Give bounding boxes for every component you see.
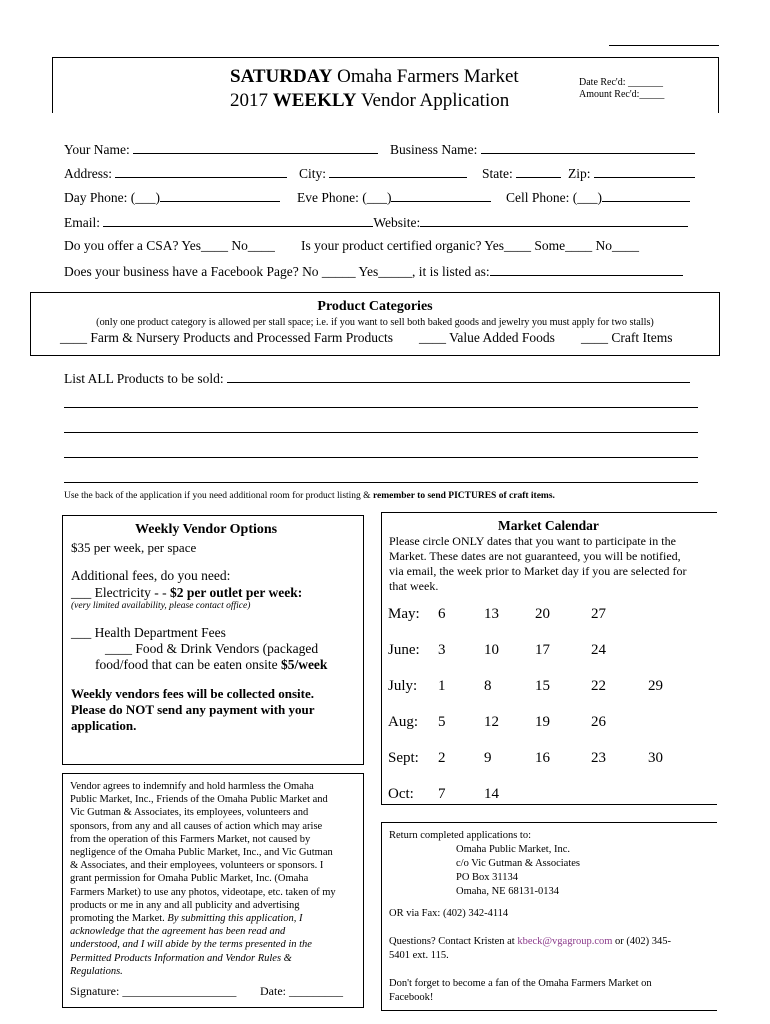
market-date[interactable]: 23 [591,750,606,766]
csa-question: Do you offer a CSA? Yes____ No____ [64,238,275,253]
month-label: Sept: [388,750,419,766]
market-date[interactable]: 22 [591,678,606,694]
zip-row: Zip: [568,165,695,182]
collect-notice: Weekly vendors fees will be collected onsite. [71,686,314,701]
facebook-field[interactable] [490,263,683,276]
health-fees-option[interactable]: ___ Health Department Fees [71,625,226,640]
questions-line: 5401 ext. 115. [389,950,449,961]
market-date[interactable]: 14 [484,786,499,802]
electricity-option[interactable]: ___ Electricity - - $2 per outlet per week: [71,585,303,600]
state-field[interactable] [516,165,561,178]
market-date[interactable]: 17 [535,642,550,658]
calendar-title: Market Calendar [498,518,599,533]
month-label: May: [388,606,420,622]
product-categories-box [30,292,720,356]
calendar-intro: Please circle ONLY dates that you want to participate in the Market. These dates are not guaranteed, you will be notified, via email, the week prior to Market day if you are selected for that week. [389,534,687,593]
food-vendor-option[interactable]: ____ Food & Drink Vendors (packaged [105,641,319,656]
categories-note: (only one product category is allowed per stall space; i.e. if you want to sell both baked goods and jewelry you must apply for two stalls) [96,317,654,328]
additional-fees-label: Additional fees, do you need: [71,568,231,583]
market-date[interactable]: 27 [591,606,606,622]
indemnity-text: Vendor agrees to indemnify and hold harmless the Omaha Public Market, Inc., Friends of the Omaha Public Market and Vic Gutman & Associates, its employees, volunteers and sponsors, from any and all causes of action which may arise from the operation of this Farmers Market, not caused by negligence of the Omaha Public Market, Inc., and Vic Gutman & Associates, and their employees, volunteers or sponsors. I grant permission for Omaha Public Market, Inc. (Omaha Farmers Market) to use any photos, videotape, etc. taken of my products or me in any and all publicity and advertising promoting the Market. By submitting this application, I acknowledge that the agreement has been read and understood, and I will abide by the terms presented in the Permitted Products Information and Vendor Rules & Regulations. [70,781,336,977]
market-date[interactable]: 20 [535,606,550,622]
market-date[interactable]: 19 [535,714,550,730]
return-address: Omaha Public Market, Inc. c/o Vic Gutman & Associates PO Box 31134 Omaha, NE 68131-0134 [456,844,580,897]
weekly-options-box [62,515,364,765]
facebook-question: Does your business have a Facebook Page? No _____ Yes_____, it is listed as: [64,263,683,280]
city-field[interactable] [329,165,467,178]
market-date[interactable]: 8 [484,678,492,694]
cell-phone-field[interactable] [602,189,690,202]
products-row: List ALL Products to be sold: [64,370,690,387]
category-farm[interactable]: ____ Farm & Nursery Products and Processed Farm Products [60,330,393,345]
market-date[interactable]: 30 [648,750,663,766]
day-phone-row: Day Phone: (___) [64,189,280,206]
market-date[interactable]: 1 [438,678,446,694]
products-line[interactable] [64,432,698,433]
eve-phone-field[interactable] [391,189,491,202]
questions-line: Questions? Contact Kristen at kbeck@vgagroup.com or (402) 345- [389,936,672,947]
date-received: Date Rec'd: _______ [579,77,664,88]
market-date[interactable]: 7 [438,786,446,802]
fax-line: OR via Fax: (402) 342-4114 [389,908,509,919]
business-name-field[interactable] [481,141,695,154]
address-row: Address: [64,165,287,182]
website-field[interactable] [420,214,688,227]
market-date[interactable]: 2 [438,750,446,766]
market-date[interactable]: 24 [591,642,606,658]
products-line[interactable] [64,457,698,458]
email-field[interactable] [103,214,373,227]
market-date[interactable]: 16 [535,750,550,766]
signature-date-field[interactable]: Date: _________ [260,984,343,998]
categories-title: Product Categories [317,299,433,314]
food-vendor-fee: food/food that can be eaten onsite $5/week [95,657,328,672]
market-date[interactable]: 10 [484,642,499,658]
collect-notice: application. [71,718,137,733]
weekly-title: Weekly Vendor Options [135,522,278,537]
zip-field[interactable] [594,165,695,178]
market-date[interactable]: 26 [591,714,606,730]
return-info-box [381,822,717,1011]
month-label: Aug: [388,714,418,730]
cell-phone-row: Cell Phone: (___) [506,189,690,206]
facebook-fan-line: Don't forget to become a fan of the Omaha Farmers Market on [389,978,652,989]
market-date[interactable]: 12 [484,714,499,730]
name-row: Your Name: [64,141,378,158]
market-date[interactable]: 6 [438,606,446,622]
category-value-added[interactable]: ____ Value Added Foods [419,330,555,345]
products-line[interactable] [64,482,698,483]
page-title: SATURDAY Omaha Farmers Market [230,66,519,87]
products-line[interactable] [64,407,698,408]
signature-field[interactable]: Signature: ___________________ [70,984,237,998]
market-date[interactable]: 13 [484,606,499,622]
eve-phone-row: Eve Phone: (___) [297,189,491,206]
month-label: July: [388,678,418,694]
weekly-price: $35 per week, per space [71,540,197,555]
contact-email-link[interactable]: kbeck@vgagroup.com [517,936,613,947]
indemnity-box [62,773,364,1008]
products-footnote: Use the back of the application if you need additional room for product listing & remember to send PICTURES of craft items. [64,491,555,501]
electricity-note: (very limited availability, please contact office) [71,601,251,611]
facebook-fan-line: Facebook! [389,992,434,1003]
city-row: City: [299,165,467,182]
category-craft[interactable]: ____ Craft Items [581,330,673,345]
email-row: Email: Website: [64,214,688,231]
top-rule [609,45,719,46]
market-date[interactable]: 29 [648,678,663,694]
month-label: June: [388,642,420,658]
market-date[interactable]: 15 [535,678,550,694]
business-name-row: Business Name: [390,141,695,158]
state-row: State: [482,165,561,182]
market-date[interactable]: 3 [438,642,446,658]
market-date[interactable]: 9 [484,750,492,766]
your-name-field[interactable] [133,141,378,154]
amount-received: Amount Rec'd:_____ [579,89,665,100]
collect-notice: Please do NOT send any payment with your [71,702,315,717]
return-intro: Return completed applications to: [389,830,532,841]
organic-question: Is your product certified organic? Yes____ Some____ No____ [301,238,639,253]
day-phone-field[interactable] [160,189,280,202]
address-field[interactable] [115,165,287,178]
products-field[interactable] [227,370,690,383]
month-label: Oct: [388,786,414,802]
market-date[interactable]: 5 [438,714,446,730]
page-subtitle: 2017 WEEKLY Vendor Application [230,90,510,111]
